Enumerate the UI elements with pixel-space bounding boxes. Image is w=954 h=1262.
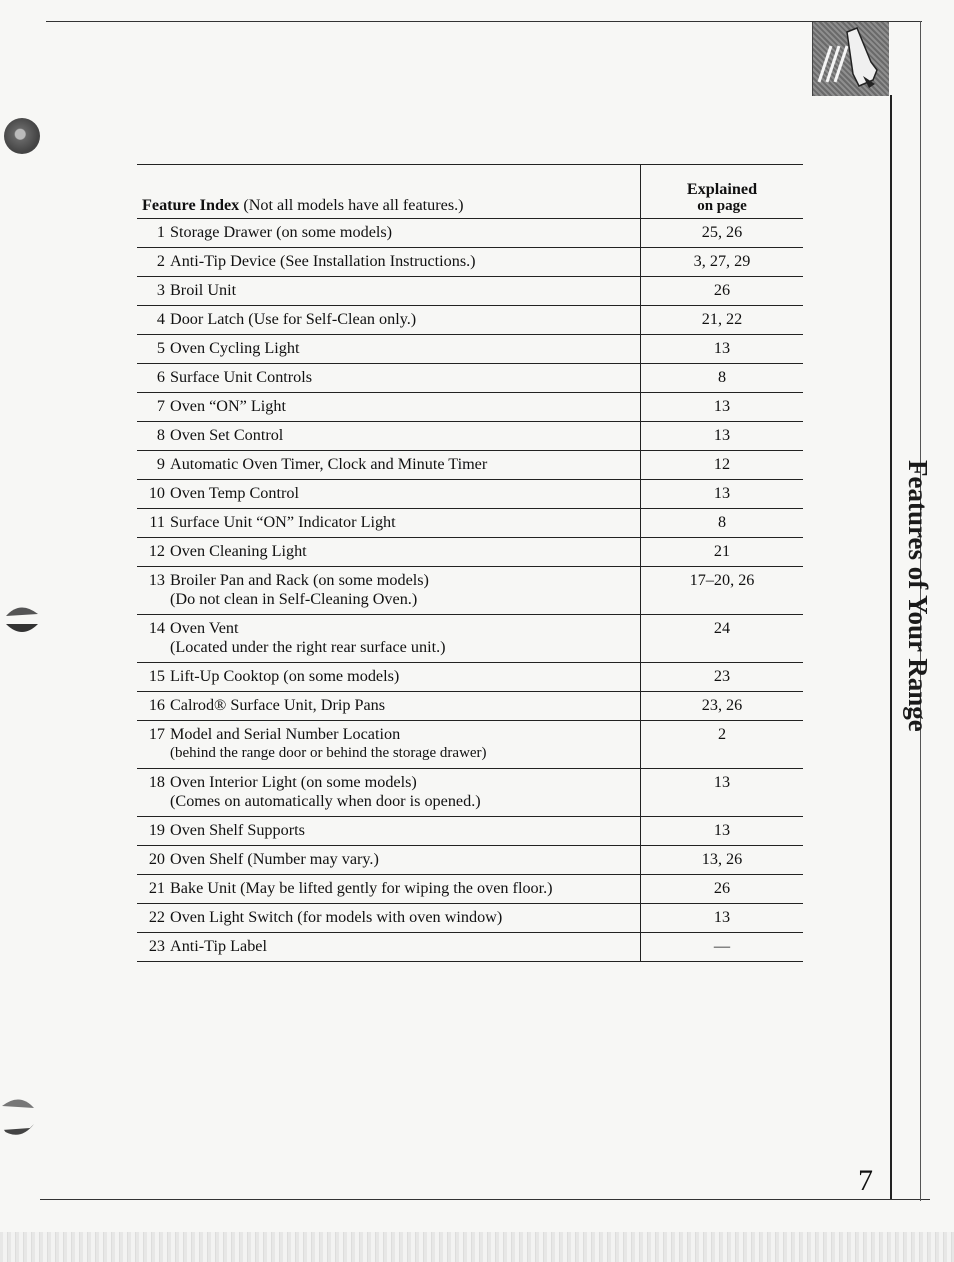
- feature-number: 13: [148, 571, 165, 589]
- page-ref-cell: 12: [641, 451, 804, 480]
- section-logo: [812, 22, 889, 96]
- page-ref-cell: 13: [641, 422, 804, 451]
- table-header: [137, 165, 803, 219]
- feature-label: Surface Unit Controls: [170, 368, 313, 386]
- table-row: [137, 933, 803, 962]
- page-ref-cell: 13: [641, 769, 804, 817]
- page-ref-cell: 13: [641, 335, 804, 364]
- feature-number: 15: [148, 667, 165, 685]
- feature-number: 7: [156, 397, 165, 415]
- feature-cell: [137, 933, 641, 962]
- feature-label: Calrod® Surface Unit, Drip Pans: [170, 696, 386, 714]
- page-ref-cell: 21, 22: [641, 306, 804, 335]
- feature-cell: [137, 509, 641, 538]
- feature-cell: [137, 769, 641, 817]
- feature-number: 2: [156, 252, 165, 270]
- table-row: [137, 306, 803, 335]
- feature-cell: [137, 219, 641, 248]
- feature-number: 22: [148, 908, 165, 926]
- page-ref-cell: 13: [641, 393, 804, 422]
- table-row: [137, 393, 803, 422]
- feature-cell: [137, 422, 641, 451]
- page-ref-cell: 21: [641, 538, 804, 567]
- table-row: [137, 480, 803, 509]
- hand-pointer-icon: [813, 22, 889, 96]
- binder-hole-bottom: [0, 1090, 40, 1140]
- feature-number: 18: [148, 773, 165, 791]
- binder-hole-middle: [2, 600, 42, 640]
- page-ref-cell: 26: [641, 875, 804, 904]
- feature-note: (Do not clean in Self-Cleaning Oven.): [170, 590, 418, 608]
- feature-cell: [137, 692, 641, 721]
- feature-label: Storage Drawer (on some models): [170, 223, 393, 241]
- page-ref-cell: 8: [641, 509, 804, 538]
- feature-label: Oven Shelf (Number may vary.): [170, 850, 379, 868]
- feature-label: Oven Set Control: [170, 426, 284, 444]
- feature-cell: [137, 904, 641, 933]
- feature-label: Oven “ON” Light: [170, 397, 286, 415]
- feature-number: 20: [148, 850, 165, 868]
- table-row: [137, 335, 803, 364]
- feature-label: Lift-Up Cooktop (on some models): [170, 667, 400, 685]
- feature-number: 8: [156, 426, 165, 444]
- feature-label: Broiler Pan and Rack (on some models): [170, 571, 429, 589]
- page-number: 7: [858, 1164, 873, 1197]
- table-row: [137, 364, 803, 393]
- feature-label: Automatic Oven Timer, Clock and Minute Timer: [170, 455, 488, 473]
- feature-label: Door Latch (Use for Self-Clean only.): [170, 310, 417, 328]
- feature-label: Oven Cleaning Light: [170, 542, 307, 560]
- feature-cell: [137, 538, 641, 567]
- table-row: [137, 769, 803, 817]
- feature-number: 12: [148, 542, 165, 560]
- page-ref-cell: 13: [641, 904, 804, 933]
- feature-cell: [137, 277, 641, 306]
- feature-cell: [137, 393, 641, 422]
- table-row: [137, 692, 803, 721]
- page-ref-cell: —: [641, 933, 804, 962]
- feature-cell: [137, 335, 641, 364]
- page-ref-cell: 3, 27, 29: [641, 248, 804, 277]
- feature-cell: [137, 480, 641, 509]
- feature-label: Bake Unit (May be lifted gently for wiping the oven floor.): [170, 879, 553, 897]
- feature-cell: [137, 721, 641, 769]
- section-title: Features of Your Range: [903, 460, 933, 732]
- side-rule: [890, 95, 892, 1199]
- feature-number: 14: [148, 619, 165, 637]
- table-row: [137, 538, 803, 567]
- feature-number: 1: [156, 223, 165, 241]
- table-row: [137, 451, 803, 480]
- feature-cell: [137, 306, 641, 335]
- feature-label: Broil Unit: [170, 281, 237, 299]
- feature-cell: [137, 846, 641, 875]
- page-column-header: Explained on page: [641, 165, 804, 219]
- scan-artifact: [0, 1232, 954, 1262]
- page-ref-cell: 25, 26: [641, 219, 804, 248]
- feature-cell: [137, 567, 641, 615]
- page-ref-cell: 13: [641, 817, 804, 846]
- page-ref-cell: 13: [641, 480, 804, 509]
- feature-cell: [137, 248, 641, 277]
- feature-cell: [137, 615, 641, 663]
- feature-number: 11: [149, 513, 165, 531]
- feature-cell: [137, 663, 641, 692]
- table-row: [137, 615, 803, 663]
- page-ref-cell: 2: [641, 721, 804, 769]
- feature-note: (behind the range door or behind the storage drawer): [170, 745, 487, 761]
- feature-number: 10: [148, 484, 165, 502]
- feature-index-table: [137, 164, 803, 962]
- feature-cell: [137, 364, 641, 393]
- table-row: [137, 567, 803, 615]
- feature-label: Oven Cycling Light: [170, 339, 300, 357]
- feature-label: Model and Serial Number Location: [170, 725, 401, 743]
- bottom-rule: [40, 1199, 930, 1200]
- table-row: [137, 509, 803, 538]
- feature-label: Oven Interior Light (on some models): [170, 773, 417, 791]
- table-row: [137, 663, 803, 692]
- page-ref-cell: 26: [641, 277, 804, 306]
- page-ref-cell: 23: [641, 663, 804, 692]
- feature-label: Oven Temp Control: [170, 484, 299, 502]
- feature-column-header: Feature Index (Not all models have all features.): [137, 165, 641, 219]
- feature-number: 6: [156, 368, 165, 386]
- feature-number: 9: [156, 455, 165, 473]
- page-ref-cell: 13, 26: [641, 846, 804, 875]
- table-row: [137, 875, 803, 904]
- feature-label: Anti-Tip Device (See Installation Instructions.): [170, 252, 476, 270]
- page-ref-cell: 17–20, 26: [641, 567, 804, 615]
- feature-number: 16: [148, 696, 165, 714]
- feature-label: Surface Unit “ON” Indicator Light: [170, 513, 396, 531]
- feature-label: Oven Vent: [170, 619, 239, 637]
- feature-cell: [137, 875, 641, 904]
- table-row: [137, 277, 803, 306]
- table-row: [137, 248, 803, 277]
- table-row: [137, 219, 803, 248]
- feature-cell: [137, 817, 641, 846]
- feature-number: 23: [148, 937, 165, 955]
- feature-label: Anti-Tip Label: [170, 937, 267, 955]
- feature-cell: [137, 451, 641, 480]
- table-row: [137, 817, 803, 846]
- feature-label: Oven Shelf Supports: [170, 821, 305, 839]
- feature-number: 19: [148, 821, 165, 839]
- table-row: [137, 721, 803, 769]
- feature-label: Oven Light Switch (for models with oven window): [170, 908, 503, 926]
- feature-note: (Comes on automatically when door is opened.): [170, 792, 481, 810]
- page-ref-cell: 24: [641, 615, 804, 663]
- feature-note: (Located under the right rear surface unit.): [170, 638, 446, 656]
- feature-number: 4: [156, 310, 165, 328]
- binder-hole-top: [4, 118, 40, 154]
- page-ref-cell: 23, 26: [641, 692, 804, 721]
- top-rule: [46, 21, 922, 22]
- table-row: [137, 904, 803, 933]
- feature-number: 3: [156, 281, 165, 299]
- feature-number: 21: [148, 879, 165, 897]
- page-ref-cell: 8: [641, 364, 804, 393]
- table-row: [137, 846, 803, 875]
- table-row: [137, 422, 803, 451]
- feature-number: 17: [148, 725, 165, 743]
- feature-number: 5: [156, 339, 165, 357]
